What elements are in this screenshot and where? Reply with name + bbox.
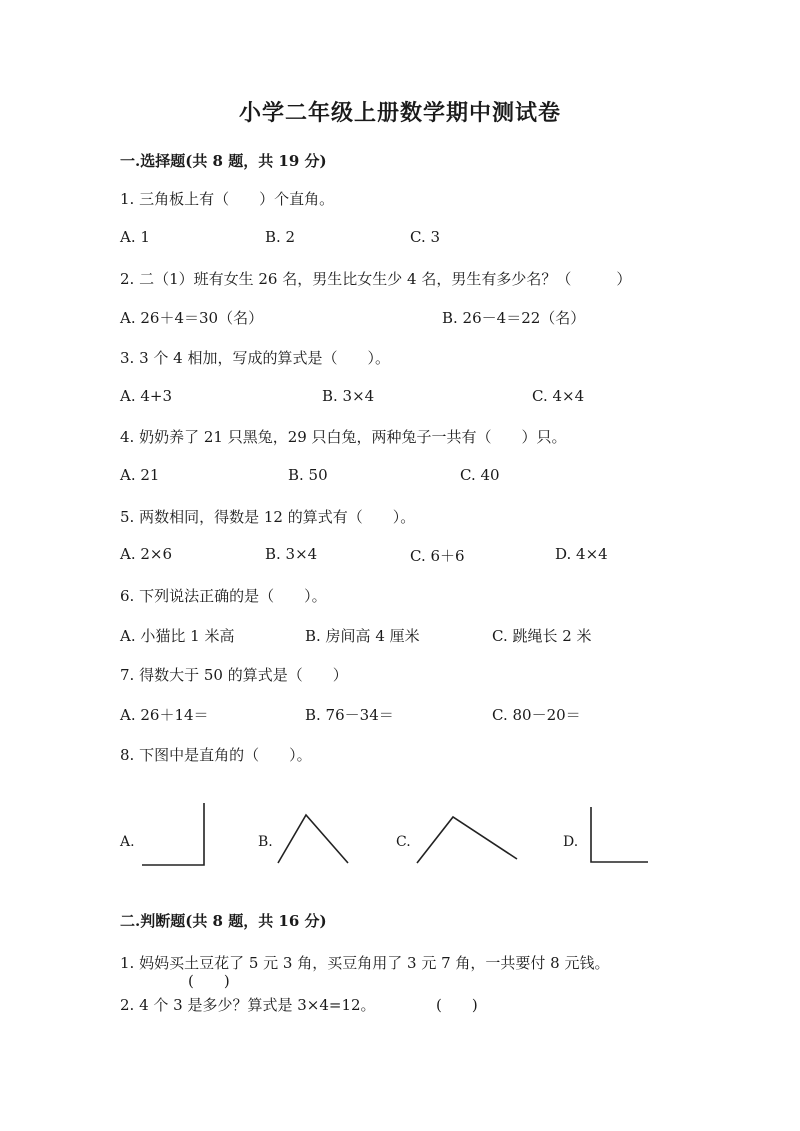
q5-option-d: D. 4×4 bbox=[555, 545, 608, 563]
q3-option-b: B. 3×4 bbox=[322, 387, 375, 405]
q4-option-b: B. 50 bbox=[288, 466, 328, 484]
question-4: 4. 奶奶养了 21 只黑兔，29 只白兔，两种兔子一共有（ ）只。 bbox=[120, 428, 567, 446]
q8-figure-d-right-angle bbox=[588, 804, 653, 866]
question-1: 1. 三角板上有（ ）个直角。 bbox=[120, 190, 335, 208]
q8-figure-label-b: B. bbox=[258, 834, 273, 850]
q6-option-a: A. 小猫比 1 米高 bbox=[120, 627, 235, 645]
question-3: 3. 3 个 4 相加，写成的算式是（ ）。 bbox=[120, 349, 390, 367]
q7-option-b: B. 76－34＝ bbox=[305, 706, 394, 724]
judgement-question-2: 2. 4 个 3 是多少？算式是 3×4=12。 bbox=[120, 996, 376, 1014]
q4-option-a: A. 21 bbox=[120, 466, 160, 484]
q3-option-c: C. 4×4 bbox=[532, 387, 585, 405]
q8-figure-label-a: A. bbox=[120, 834, 135, 850]
q1-option-c: C. 3 bbox=[410, 228, 441, 246]
q7-option-a: A. 26＋14＝ bbox=[120, 706, 209, 724]
judgement-2-blank: ( ) bbox=[436, 996, 478, 1014]
question-7: 7. 得数大于 50 的算式是（ ） bbox=[120, 666, 348, 684]
q5-option-c: C. 6＋6 bbox=[410, 547, 465, 565]
question-5: 5. 两数相同，得数是 12 的算式有（ ）。 bbox=[120, 508, 416, 526]
judgement-question-1: 1. 妈妈买土豆花了 5 元 3 角，买豆角用了 3 元 7 角，一共要付 8 元钱。 bbox=[120, 954, 610, 972]
q8-figure-c-angle bbox=[414, 812, 524, 867]
q5-option-b: B. 3×4 bbox=[265, 545, 318, 563]
question-6: 6. 下列说法正确的是（ ）。 bbox=[120, 587, 327, 605]
section-heading-choice: 一.选择题(共 8 题，共 19 分) bbox=[120, 152, 327, 170]
page-title: 小学二年级上册数学期中测试卷 bbox=[238, 100, 561, 126]
q7-option-c: C. 80－20＝ bbox=[492, 706, 581, 724]
q8-figure-label-c: C. bbox=[396, 834, 411, 850]
section-heading-judgement: 二.判断题(共 8 题，共 16 分) bbox=[120, 912, 327, 930]
q6-option-c: C. 跳绳长 2 米 bbox=[492, 627, 592, 645]
q5-option-a: A. 2×6 bbox=[120, 545, 173, 563]
q4-option-c: C. 40 bbox=[460, 466, 500, 484]
judgement-1-blank: ( ) bbox=[188, 972, 230, 990]
q2-option-b: B. 26－4＝22（名） bbox=[442, 309, 586, 327]
q8-figure-a-right-angle bbox=[140, 800, 210, 870]
q2-option-a: A. 26＋4＝30（名） bbox=[120, 309, 264, 327]
question-2: 2. 二（1）班有女生 26 名，男生比女生少 4 名，男生有多少名？（ ） bbox=[120, 270, 632, 288]
q1-option-a: A. 1 bbox=[120, 228, 150, 246]
q8-figure-b-angle bbox=[275, 810, 355, 870]
q8-figure-label-d: D. bbox=[563, 834, 579, 850]
q3-option-a: A. 4+3 bbox=[120, 387, 173, 405]
question-8: 8. 下图中是直角的（ ）。 bbox=[120, 746, 312, 764]
q6-option-b: B. 房间高 4 厘米 bbox=[305, 627, 420, 645]
q1-option-b: B. 2 bbox=[265, 228, 296, 246]
